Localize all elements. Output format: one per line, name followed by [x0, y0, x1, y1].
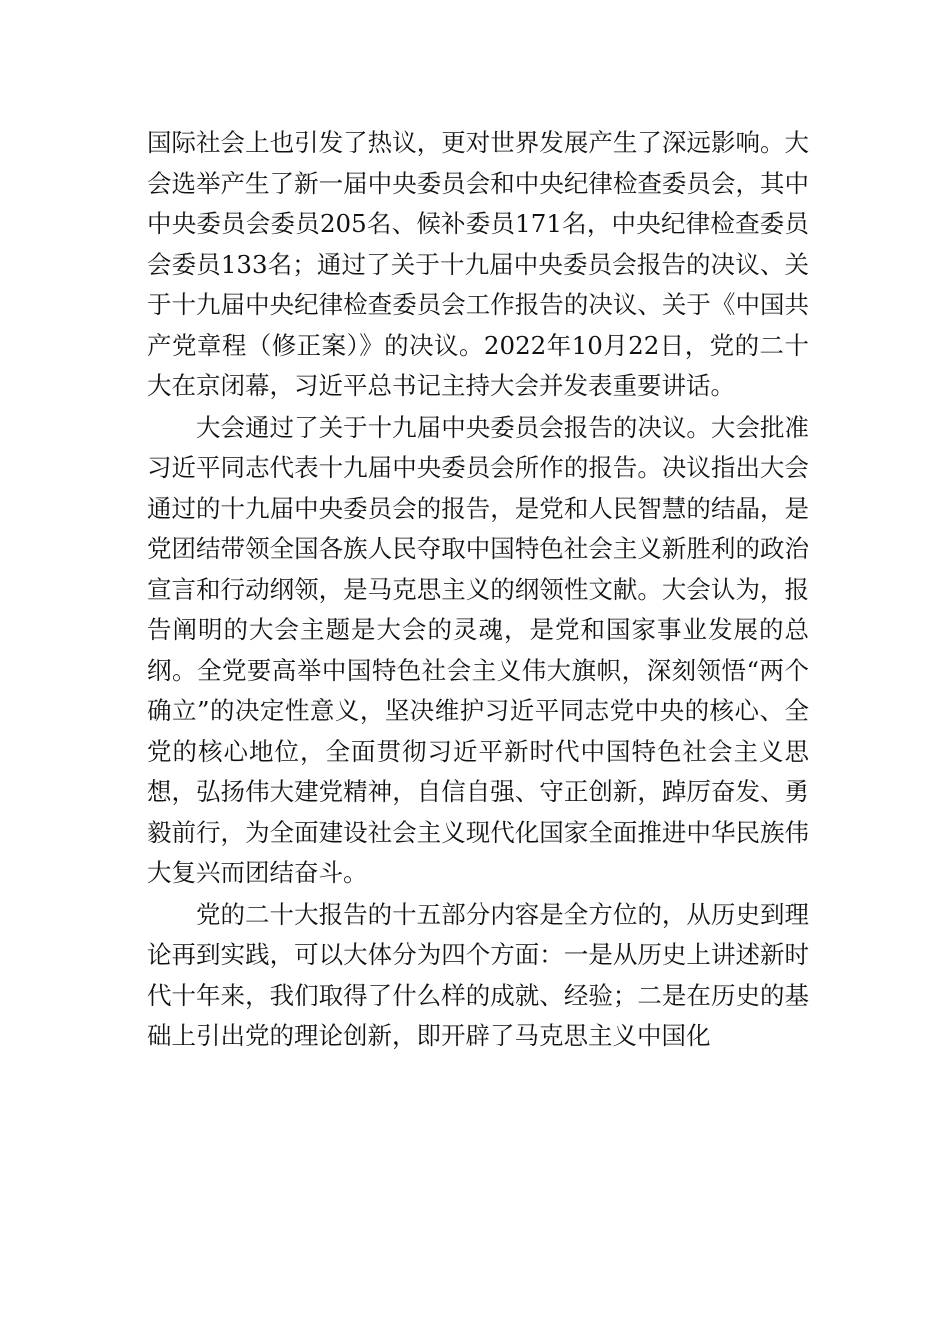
paragraph-continuation: 国际社会上也引发了热议，更对世界发展产生了深远影响。大会选举产生了新一届中央委员会和中央纪律检查委员会，其中中央委员会委员205名、候补委员171名，中央纪律检查委员会委员133名；通过了关于十九届中央委员会报告的决议、关于十九届中央纪律检查委员会工作报告的决议、关于《中国共产党章程（修正案）》的决议。2022年10月22日，党的二十大在京闭幕，习近平总书记主持大会并发表重要讲话。: [147, 128, 809, 400]
paragraph-resolution: 大会通过了关于十九届中央委员会报告的决议。大会批准习近平同志代表十九届中央委员会所作的报告。决议指出大会通过的十九届中央委员会的报告，是党和人民智慧的结晶，是党团结带领全国各族人民夺取中国特色社会主义新胜利的政治宣言和行动纲领，是马克思主义的纲领性文献。大会认为，报告阐明的大会主题是大会的灵魂，是党和国家事业发展的总纲。全党要高举中国特色社会主义伟大旗帜，深刻领悟“两个确立”的决定性意义，坚决维护习近平同志党中央的核心、全党的核心地位，全面贯彻习近平新时代中国特色社会主义思想，弘扬伟大建党精神，自信自强、守正创新，踔厉奋发、勇毅前行，为全面建设社会主义现代化国家全面推进中华民族伟大复兴而团结奋斗。: [147, 412, 809, 887]
paragraph-report-structure: 党的二十大报告的十五部分内容是全方位的，从历史到理论再到实践，可以大体分为四个方面：一是从历史上讲述新时代十年来，我们取得了什么样的成就、经验；二是在历史的基础上引出党的理论创新，即开辟了马克思主义中国化: [147, 899, 809, 1050]
document-body: [147, 123, 809, 1058]
